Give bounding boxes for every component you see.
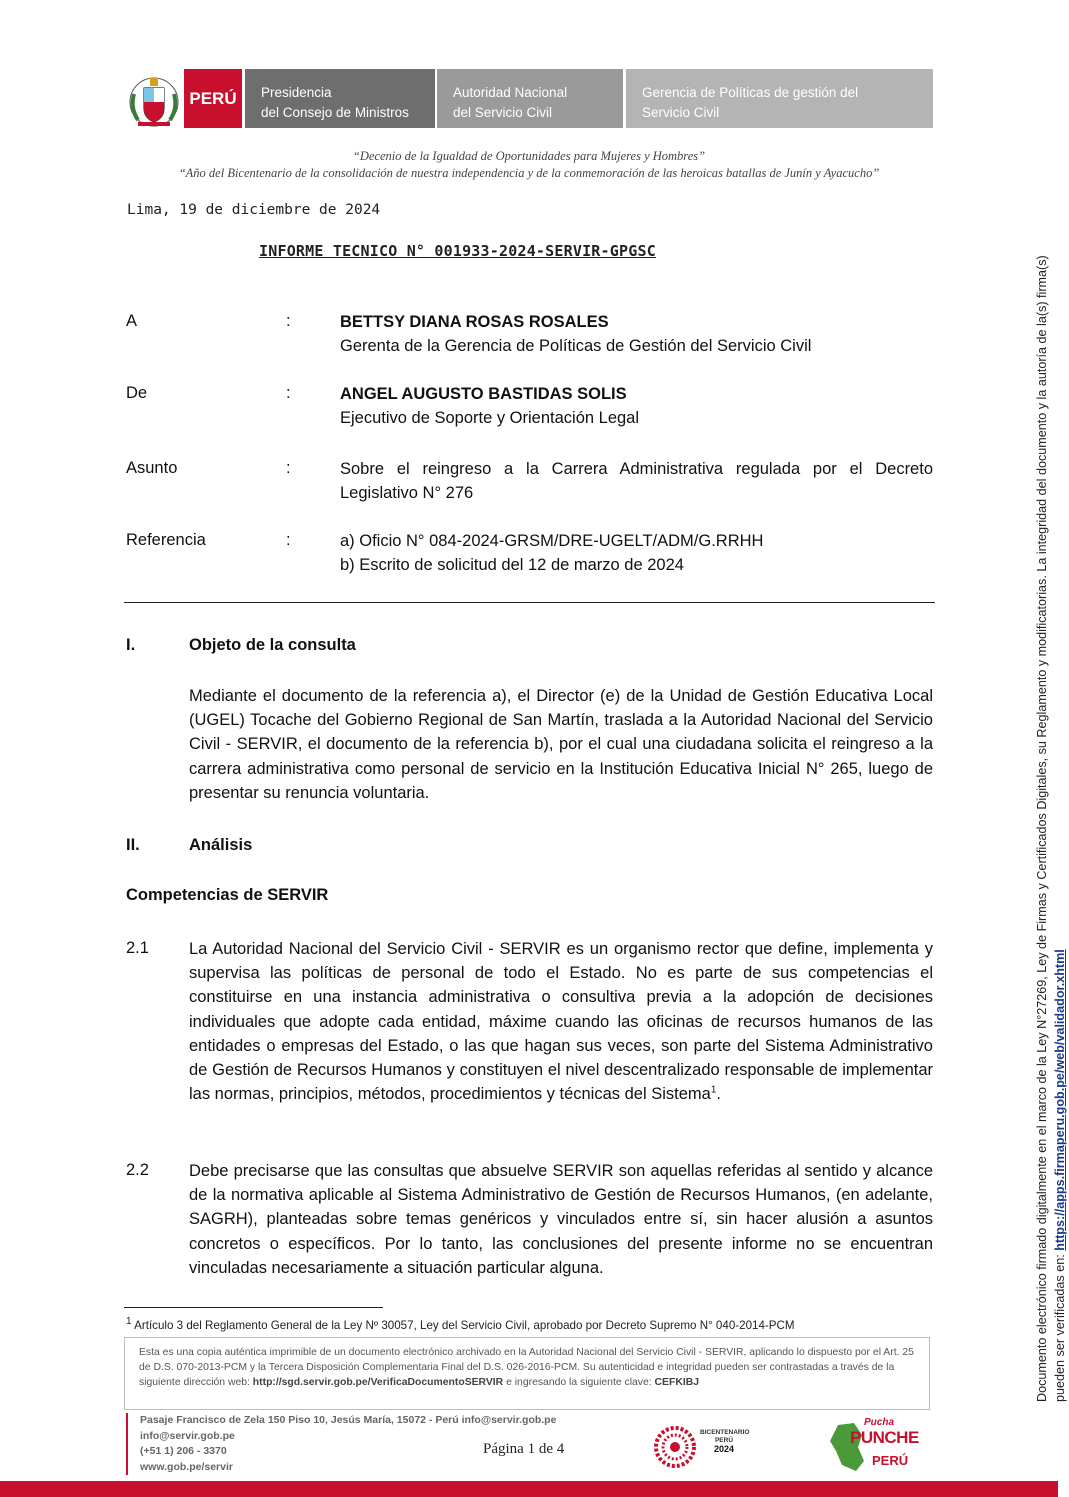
subject-label: Asunto — [126, 459, 178, 477]
report-title: INFORME TECNICO N° 001933-2024-SERVIR-GPGSC — [259, 242, 656, 260]
paragraph-2-2: Debe precisarse que las consultas que absuelve SERVIR son aquellas referidas al sentido y alcance de la normativa aplicable al Sistema Administrativo de Gestión de Recursos Humanos, (en adelante, SAGRH), planteadas sobre temas genéricos y vinculados entre sí, sin hacer alusión a asuntos concretos o específicos. Por lo tanto, las conclusiones del presente informe no se encuentran vinculadas necesariamente a situación particular alguna. — [189, 1162, 933, 1277]
footer-band — [0, 1481, 1058, 1497]
authenticity-notice: Esta es una copia auténtica imprimible de un documento electrónico archivado en la Autoridad Nacional del Servicio Civil - SERVIR, aplicando lo dispuesto por el Art. 25 de D.S. 070-2013-PCM y la Tercera Disposición Complementaria Final del D.S. 026-2016-PCM. Su autenticidad e integridad pueden ser contrastadas a través de la siguiente dirección web: http://sgd.servir.gob.pe/VerificaDocumentoSERVIR e ingresando la siguiente clave: CEFKIBJ — [124, 1337, 930, 1410]
reference-label: Referencia — [126, 531, 206, 549]
coat-of-arms-icon — [128, 72, 180, 128]
verification-url[interactable]: http://sgd.servir.gob.pe/VerificaDocumentoSERVIR — [252, 1377, 504, 1388]
section-title: Análisis — [189, 836, 253, 854]
motto-decenio: “Decenio de la Igualdad de Oportunidades para Mujeres y Hombres” — [352, 149, 706, 163]
from-name: ANGEL AUGUSTO BASTIDAS SOLIS — [340, 385, 627, 403]
reference-a: a) Oficio N° 084-2024-GRSM/DRE-UGELT/ADM/G.RRHH — [340, 532, 764, 550]
section-number: I. — [126, 636, 136, 654]
to-role: Gerenta de la Gerencia de Políticas de Gestión del Servicio Civil — [340, 337, 812, 355]
header-box-pcm: Presidencia del Consejo de Ministros — [245, 69, 435, 128]
website-link[interactable]: www.gob.pe/servir — [140, 1460, 233, 1473]
to-label: A — [126, 312, 138, 330]
header-box-servir: Autoridad Nacional del Servicio Civil — [437, 69, 623, 128]
divider — [124, 602, 935, 603]
email-link[interactable]: info@servir.gob.pe — [140, 1429, 235, 1442]
footnote: $^1$ Artículo 3 del Reglamento General de la Ley Nº 30057, Ley del Servicio Civil, aprobado por Decreto Supremo N° 040-2014-PCM — [126, 1316, 795, 1332]
header-box-gpgsc: Gerencia de Políticas de gestión del Servicio Civil — [626, 69, 933, 128]
subject-value: Sobre el reingreso a la Carrera Administrativa regulada por el Decreto Legislativo N° 276 — [340, 460, 933, 502]
subsection-title: Competencias de SERVIR — [126, 886, 329, 904]
paragraph-2-1: La Autoridad Nacional del Servicio Civil - SERVIR es un organismo rector que define, implementa y supervisa las políticas de personal de todo el Estado. No es parte de sus competencias el constituirse en una instancia administrativa o consultiva previa a la adopción de decisiones individuales que adopte cada entidad, máxime cuando las oficinas de recursos humanos de las entidades o empresas del Estado, o las que hagan sus veces, son parte del Sistema Administrativo de Gestión de Recursos Humanos y constituyen el nivel descentralizado responsable de implementar las normas, principios, métodos, procedimientos y técnicas del Sistema$^1$. — [189, 940, 933, 1104]
page-number: Página 1 de 4 — [483, 1441, 565, 1457]
footnote-divider — [124, 1307, 383, 1308]
reference-value — [340, 529, 763, 577]
verification-key: CEFKIBJ — [654, 1377, 699, 1388]
bicentenario-logo: BICENTENARIO PERÚ 2024 — [653, 1423, 753, 1471]
colon: : — [286, 384, 291, 402]
validator-link[interactable]: https://apps.firmaperu.gob.pe/web/validador.xhtml — [1053, 949, 1067, 1251]
section-number: II. — [126, 836, 140, 854]
from-role: Ejecutivo de Soporte y Orientación Legal — [340, 409, 640, 427]
reference-b: b) Escrito de solicitud del 12 de marzo de 2024 — [340, 556, 684, 574]
from-value — [340, 382, 639, 430]
section-title: Objeto de la consulta — [189, 636, 356, 654]
peru-logo: PERÚ — [184, 69, 242, 128]
to-value — [340, 310, 811, 358]
colon: : — [286, 459, 291, 477]
from-label: De — [126, 384, 148, 402]
contact-address: Pasaje Francisco de Zela 150 Piso 10, Jesús María, 15072 - Perú info@servir.gob.pe info@servir.gob.pe (+51 1) 206 - 3370 www.gob.pe/servir — [126, 1413, 556, 1475]
digital-signature-note: Documento electrónico firmado digitalmente en el marco de la Ley N°27269, Ley de Firmas y Certificados Digitales, su Reglamento y modificatorias. La integridad del documento y la autoría de la(s) firma(s) pueden ser verificadas en: https://apps.firmaperu.gob.pe/web/validador.xhtml — [1035, 255, 1067, 1402]
paragraph-number: 2.2 — [126, 1161, 149, 1179]
colon: : — [286, 531, 291, 549]
place-date: Lima, 19 de diciembre de 2024 — [127, 202, 381, 218]
motto-bicentenario: “Año del Bicentenario de la consolidación de nuestra independencia y de la conmemoración de las heroicas batallas de Junín y Ayacucho” — [178, 166, 880, 180]
colon: : — [286, 312, 291, 330]
bicentenario-emblem-icon — [653, 1425, 697, 1469]
paragraph-number: 2.1 — [126, 939, 149, 957]
to-name: BETTSY DIANA ROSAS ROSALES — [340, 313, 609, 331]
footnote-ref: 1 — [710, 1084, 717, 1096]
section-paragraph: Mediante el documento de la referencia a), el Director (e) de la Unidad de Gestión Educativa Local (UGEL) Tocache del Gobierno Regional de San Martín, traslada a la Autoridad Nacional del Servicio Civil - SERVIR, el documento de la referencia b), por el cual una ciudadana solicita el reingreso a la carrera administrativa como personal de servicio en la Institución Educativa Inicial N° 265, luego de presentar su renuncia voluntaria. — [189, 687, 933, 802]
punche-peru-logo: Pucha PUNCHE PERÚ — [828, 1417, 923, 1475]
